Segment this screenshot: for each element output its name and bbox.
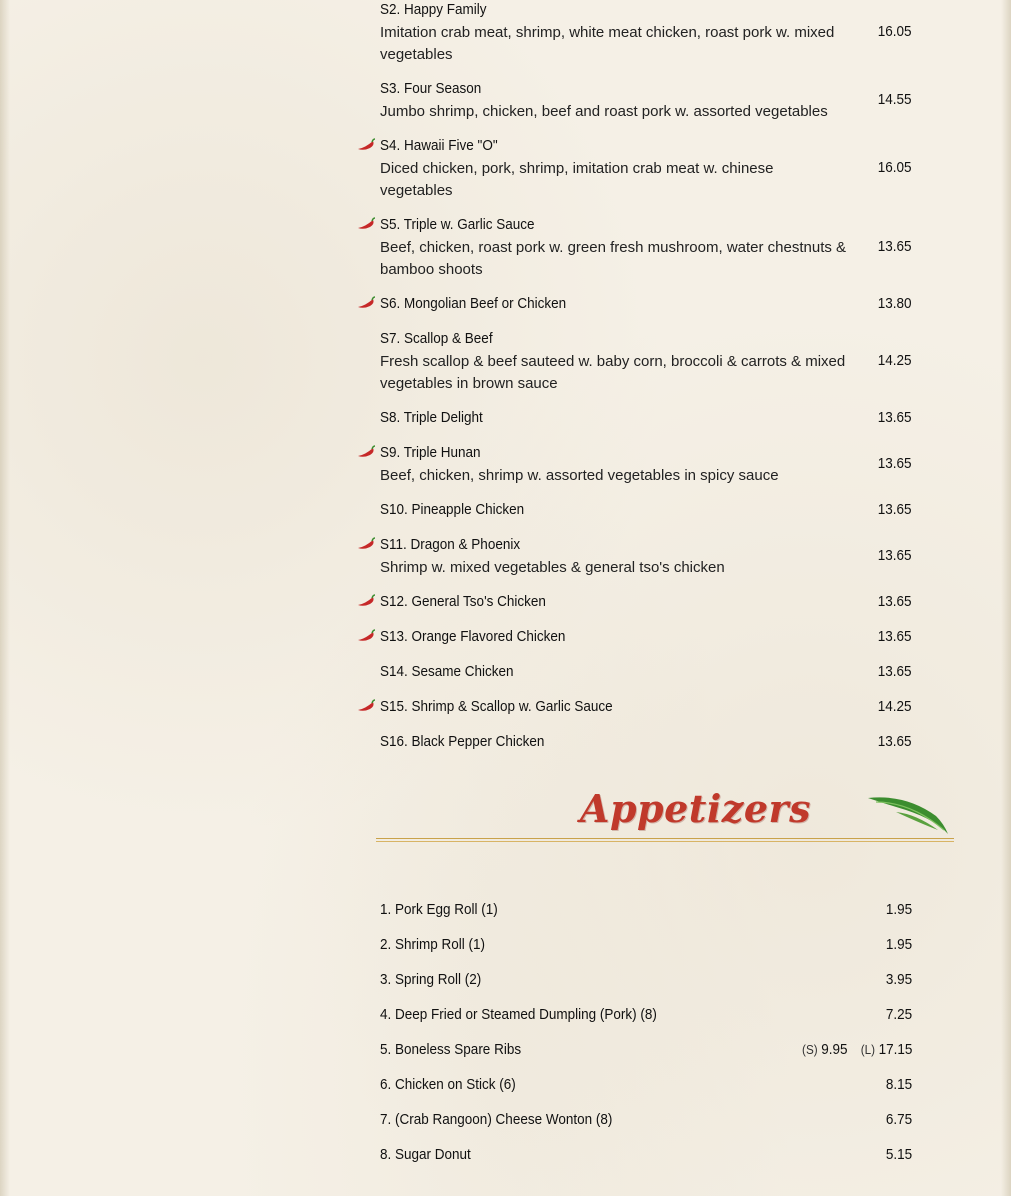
item-description: Diced chicken, pork, shrimp, imitation crab meat w. chinese vegetables (380, 160, 774, 199)
chili-pepper-icon (356, 445, 376, 459)
menu-item-s9 (380, 443, 912, 487)
item-price: 8.15 (885, 1076, 912, 1093)
item-price: 13.65 (878, 409, 912, 426)
item-name: S12. General Tso's Chicken (380, 593, 546, 610)
item-name: 6. Chicken on Stick (6) (380, 1076, 516, 1093)
appetizer-item-6 (380, 1075, 912, 1095)
chili-pepper-icon (356, 138, 376, 152)
chili-pepper-icon (356, 629, 376, 643)
item-name: 5. Boneless Spare Ribs (380, 1041, 522, 1058)
appetizer-item-5 (380, 1040, 912, 1060)
item-name: 8. Sugar Donut (380, 1146, 471, 1163)
item-price: 14.25 (878, 352, 912, 369)
chili-pepper-icon (356, 217, 376, 231)
item-name: S4. Hawaii Five "O" (380, 137, 498, 154)
item-description: Beef, chicken, roast pork w. green fresh mushroom, water chestnuts & bamboo shoots (380, 239, 847, 278)
item-name: 3. Spring Roll (2) (380, 971, 482, 988)
item-description: Shrimp w. mixed vegetables & general tso's chicken (380, 559, 725, 576)
item-price: 3.95 (885, 971, 912, 988)
appetizers-section-header (376, 786, 954, 846)
item-name: S2. Happy Family (380, 1, 487, 18)
item-price: 1.95 (885, 936, 912, 953)
item-price: 14.55 (878, 91, 912, 108)
item-price: 16.05 (878, 159, 912, 176)
size-large-price: 17.15 (878, 1041, 912, 1058)
item-price-large (860, 1040, 912, 1060)
appetizer-item-4 (380, 1005, 912, 1025)
menu-item-s15 (380, 697, 912, 717)
item-description: Fresh scallop & beef sauteed w. baby corn, broccoli & carrots & mixed vegetables in brown sauce (380, 353, 846, 392)
size-small-price: 9.95 (821, 1041, 848, 1058)
appetizer-item-2 (380, 935, 912, 955)
section-divider-inner (376, 841, 954, 842)
item-name: S3. Four Season (380, 80, 482, 97)
size-small-label: (S) (802, 1042, 819, 1057)
page-edge-right (1001, 0, 1011, 1196)
item-price: 1.95 (885, 901, 912, 918)
menu-item-s2 (380, 0, 912, 66)
appetizer-item-1 (380, 900, 912, 920)
page-edge-left (0, 0, 10, 1196)
item-price-small (803, 1040, 848, 1060)
menu-item-s11 (380, 535, 912, 579)
item-price: 6.75 (885, 1111, 912, 1128)
item-name: S13. Orange Flavored Chicken (380, 628, 566, 645)
item-description: Beef, chicken, shrimp w. assorted vegetables in spicy sauce (380, 467, 779, 484)
item-name: S9. Triple Hunan (380, 444, 481, 461)
item-name: S11. Dragon & Phoenix (380, 536, 521, 553)
item-price: 13.65 (878, 238, 912, 255)
chili-pepper-icon (356, 537, 376, 551)
item-price: 13.65 (878, 733, 912, 750)
chili-pepper-icon (356, 699, 376, 713)
item-price: 13.65 (878, 501, 912, 518)
menu-item-s7 (380, 329, 912, 395)
item-name: S6. Mongolian Beef or Chicken (380, 295, 567, 312)
size-large-label: (L) (860, 1042, 875, 1057)
menu-item-s3 (380, 79, 912, 123)
item-description: Imitation crab meat, shrimp, white meat chicken, roast pork w. mixed vegetables (380, 24, 835, 63)
chili-pepper-icon (356, 296, 376, 310)
item-price: 13.65 (878, 593, 912, 610)
item-price: 13.65 (878, 628, 912, 645)
item-name: S8. Triple Delight (380, 409, 483, 426)
item-name: S5. Triple w. Garlic Sauce (380, 216, 535, 233)
item-name: S7. Scallop & Beef (380, 330, 493, 347)
bamboo-leaf-icon (866, 790, 950, 836)
item-name: 1. Pork Egg Roll (1) (380, 901, 498, 918)
item-price: 13.80 (878, 295, 912, 312)
item-name: S14. Sesame Chicken (380, 663, 514, 680)
item-name: S16. Black Pepper Chicken (380, 733, 545, 750)
item-price: 16.05 (878, 23, 912, 40)
item-price: 7.25 (885, 1006, 912, 1023)
item-price: 5.15 (885, 1146, 912, 1163)
menu-item-s5 (380, 215, 912, 281)
item-description: Jumbo shrimp, chicken, beef and roast pork w. assorted vegetables (380, 103, 828, 120)
item-price: 13.65 (878, 455, 912, 472)
menu-item-s8 (380, 408, 912, 428)
menu-item-s12 (380, 592, 912, 612)
chili-pepper-icon (356, 594, 376, 608)
menu-item-s10 (380, 500, 912, 520)
section-title: Appetizers (580, 786, 811, 831)
appetizer-item-7 (380, 1110, 912, 1130)
menu-item-s14 (380, 662, 912, 682)
menu-item-s16 (380, 732, 912, 752)
menu-item-s4 (380, 136, 912, 202)
item-name: S15. Shrimp & Scallop w. Garlic Sauce (380, 698, 613, 715)
menu-item-s13 (380, 627, 912, 647)
menu-item-s6 (380, 294, 912, 314)
section-divider (376, 838, 954, 839)
appetizer-item-8 (380, 1145, 912, 1165)
item-name: S10. Pineapple Chicken (380, 501, 525, 518)
item-name: 7. (Crab Rangoon) Cheese Wonton (8) (380, 1111, 613, 1128)
item-name: 2. Shrimp Roll (1) (380, 936, 486, 953)
item-price: 13.65 (878, 663, 912, 680)
item-name: 4. Deep Fried or Steamed Dumpling (Pork) (8) (380, 1006, 657, 1023)
item-price: 14.25 (878, 698, 912, 715)
appetizer-item-3 (380, 970, 912, 990)
item-price: 13.65 (878, 547, 912, 564)
